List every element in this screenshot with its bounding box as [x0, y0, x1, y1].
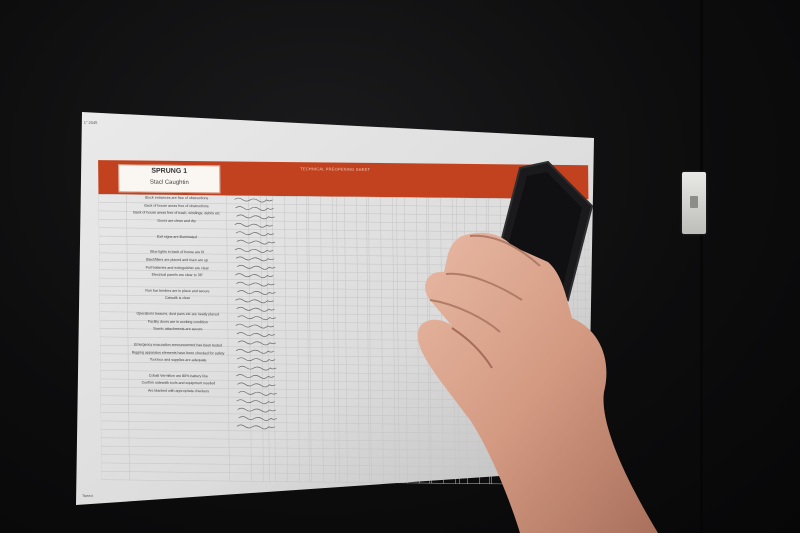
corner-label-top: 1" 2045 — [83, 119, 98, 126]
sheet-subtitle: Stacl Caughtin — [149, 179, 189, 187]
checklist-item: Cobalt Vermilion are 80% battery line — [148, 373, 208, 378]
checklist-item: Are blanked with appropriate checkers — [147, 388, 210, 394]
checklist-item: Back of house areas free of trash, windings, debris etc — [133, 210, 220, 216]
checklist-item: Run bar tenders are in place and secure — [145, 288, 210, 293]
checklist-item: Doors are clean and dry — [157, 218, 196, 224]
checklist-item: Rigging apparatus elements have been checked for safety — [131, 349, 225, 355]
checklist-item: Electrical panels are clear to 36" — [151, 272, 204, 278]
checklist-item: Blackfillers are placed and risen are up — [146, 257, 209, 263]
checklist-item: Stock entrances are free of obstructions — [144, 195, 209, 201]
checklist-item: Pull batteries and extinguisher are clear — [145, 265, 209, 270]
checklist-item: Blue lights in back of house are lit — [150, 249, 204, 255]
checklist-item: Confirm sidewalk tools and equipment needed — [141, 381, 216, 386]
checklist-item: Back of house areas free of obstructions — [144, 203, 209, 208]
checklist-item: Tool box and supplies are adequate — [149, 357, 207, 363]
checklist-item: Facility doors are in working condition — [147, 319, 208, 324]
checklist-item: Emergency evacuation announcement has been tested — [134, 342, 222, 348]
checklist-item: Exit signs are illuminated — [156, 234, 197, 239]
checklist-item: Catwalk is clear — [164, 296, 191, 301]
band-title: TECHNICAL PREOPENING SHEET — [300, 166, 371, 172]
checklist-item: Operations lessons, dust pans etc are neatly placed — [136, 311, 219, 317]
sheet-title: SPRUNG 1 — [151, 167, 188, 176]
hand — [418, 233, 658, 533]
checklist-item: Scenic attachments are secure — [153, 327, 203, 332]
corner-label-bottom: Tseed — [82, 493, 93, 498]
